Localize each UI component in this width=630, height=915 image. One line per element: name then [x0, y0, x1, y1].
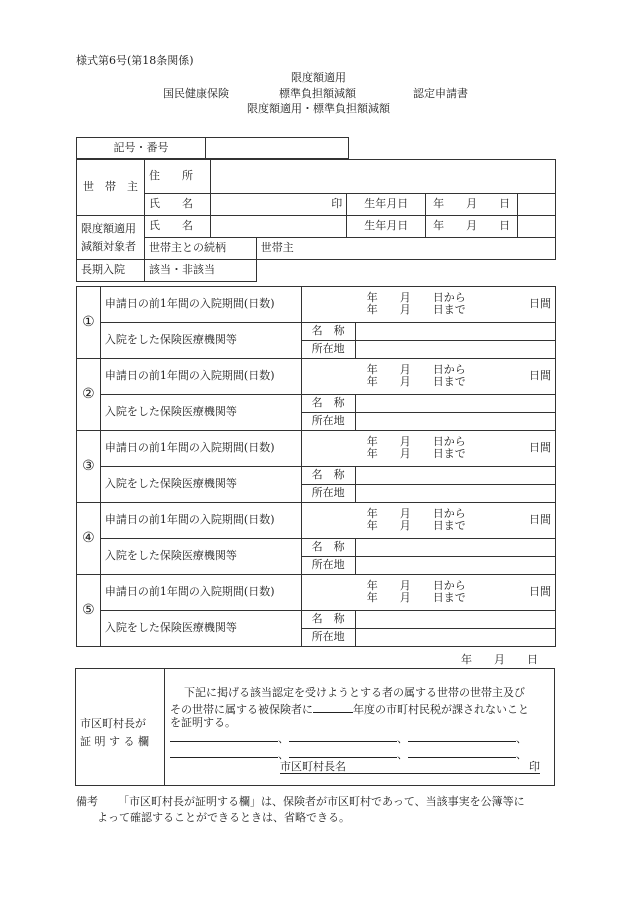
period-dates[interactable] [301, 287, 555, 323]
institution-label: 入院をした保険医療機関等 [100, 395, 301, 431]
shimei-label: 氏 名 [144, 194, 210, 216]
note-text-1: 「市区町村長が証明する欄」は、保険者が市区町村であって、当該事実を公簿等に [118, 795, 525, 808]
period-days: 日間 [529, 441, 551, 455]
applicant-table [76, 159, 556, 282]
institution-name-row [77, 467, 556, 485]
period-to: 年 月 日まで [366, 591, 466, 605]
kigo-bango-label: 記号・番号 [77, 138, 206, 159]
certification-text-1: 下記に掲げる該当認定を受けようとする者の属する世帯の世帯主及び [184, 686, 525, 699]
institution-name-label: 名 称 [301, 611, 355, 629]
entry-number: ④ [77, 503, 101, 575]
certification-text-2 [170, 702, 529, 715]
period-days: 日間 [529, 369, 551, 383]
institution-label: 入院をした保険医療機関等 [100, 323, 301, 359]
period-to: 年 月 日まで [366, 375, 466, 389]
institution-label: 入院をした保険医療機関等 [100, 467, 301, 503]
period-dates[interactable] [301, 503, 555, 539]
institution-name-row [77, 323, 556, 341]
period-label: 申請日の前1年間の入院期間(日数) [100, 359, 301, 395]
period-from: 年 月 日から [366, 435, 466, 449]
kigo-bango-table [76, 137, 349, 159]
institution-address-label: 所在地 [301, 485, 355, 503]
long-stay-label: 長期入院 [77, 260, 145, 282]
period-dates[interactable] [301, 431, 555, 467]
institution-address-label: 所在地 [301, 341, 355, 359]
institution-name-label: 名 称 [301, 467, 355, 485]
period-row [77, 503, 556, 539]
period-row [77, 431, 556, 467]
period-days: 日間 [529, 297, 551, 311]
period-from: 年 月 日から [366, 507, 466, 521]
mayor-seal: 印 [529, 760, 540, 773]
title-top: 限度額適用 [291, 71, 346, 84]
institution-name-value[interactable] [355, 395, 555, 413]
birth-label: 生年月日 [347, 194, 426, 216]
member-blank-2[interactable] [289, 731, 397, 742]
period-from: 年 月 日から [366, 363, 466, 377]
member-blank-3[interactable] [408, 731, 516, 742]
target-label [77, 216, 145, 260]
institution-name-row [77, 611, 556, 629]
institution-address-value[interactable] [355, 629, 555, 647]
period-row [77, 359, 556, 395]
title-bottom: 限度額適用・標準負担額減額 [247, 102, 390, 115]
institution-address-value[interactable] [355, 341, 555, 359]
institution-address-value[interactable] [355, 413, 555, 431]
period-to: 年 月 日まで [366, 303, 466, 317]
relation-label: 世帯主との続柄 [144, 238, 256, 260]
institution-address-label: 所在地 [301, 413, 355, 431]
period-label: 申請日の前1年間の入院期間(日数) [100, 503, 301, 539]
certification-label [76, 669, 165, 785]
hospitalization-table [76, 286, 556, 647]
institution-name-label: 名 称 [301, 539, 355, 557]
birth-value[interactable]: 年 月 日 [426, 194, 518, 216]
target-label-line2: 減額対象者 [81, 239, 136, 253]
institution-name-row [77, 539, 556, 557]
target-shimei-label: 氏 名 [144, 216, 210, 238]
member-blank-1[interactable] [170, 731, 278, 742]
member-blank-6[interactable] [408, 747, 516, 758]
mayor-label: 市区町村長名 [280, 760, 346, 773]
member-blanks-row-1: 、 、 、 [170, 731, 527, 744]
target-birth-label: 生年月日 [347, 216, 426, 238]
period-label: 申請日の前1年間の入院期間(日数) [100, 287, 301, 323]
institution-address-value[interactable] [355, 557, 555, 575]
member-blanks-row-2: 、 、 、 [170, 747, 527, 760]
title-middle: 標準負担額減額 [279, 87, 356, 100]
note-label: 備考 [76, 795, 98, 808]
target-name-value[interactable] [210, 216, 346, 238]
institution-label: 入院をした保険医療機関等 [100, 611, 301, 647]
institution-name-value[interactable] [355, 539, 555, 557]
target-label-line1: 限度額適用 [81, 221, 136, 235]
certification-label-line1: 市区町村長が [80, 717, 146, 730]
institution-address-value[interactable] [355, 485, 555, 503]
institution-address-label: 所在地 [301, 557, 355, 575]
member-blank-5[interactable] [289, 747, 397, 758]
institution-name-row [77, 395, 556, 413]
setainushi-label: 世 帯 主 [77, 160, 145, 216]
form-number: 様式第6号(第18条関係) [76, 54, 194, 67]
member-blank-4[interactable] [170, 747, 278, 758]
period-label: 申請日の前1年間の入院期間(日数) [100, 575, 301, 611]
institution-address-label: 所在地 [301, 629, 355, 647]
note-text-2: よって確認することができるときは、省略できる。 [97, 811, 350, 824]
period-dates[interactable] [301, 359, 555, 395]
institution-name-value[interactable] [355, 323, 555, 341]
certification-label-line2: 証 明 す る 欄 [80, 735, 149, 748]
certification-text-3: を証明する。 [170, 716, 236, 729]
title-right: 認定申請書 [413, 87, 468, 100]
jusho-label: 住 所 [144, 160, 210, 194]
entry-number: ③ [77, 431, 101, 503]
seal-mark: 印 [210, 194, 346, 216]
period-row [77, 575, 556, 611]
entry-number: ② [77, 359, 101, 431]
period-to: 年 月 日まで [366, 447, 466, 461]
institution-name-label: 名 称 [301, 395, 355, 413]
period-from: 年 月 日から [366, 291, 466, 305]
period-days: 日間 [529, 513, 551, 527]
institution-name-value[interactable] [355, 611, 555, 629]
entry-number: ⑤ [77, 575, 101, 647]
period-row [77, 287, 556, 323]
title-left: 国民健康保険 [163, 87, 229, 100]
institution-label: 入院をした保険医療機関等 [100, 539, 301, 575]
certification-box [75, 668, 555, 786]
kigo-bango-value[interactable] [206, 138, 349, 159]
target-birth-value[interactable]: 年 月 日 [426, 216, 518, 238]
application-date[interactable]: 年 月 日 [461, 653, 538, 666]
period-label: 申請日の前1年間の入院期間(日数) [100, 431, 301, 467]
period-from: 年 月 日から [366, 579, 466, 593]
certification-text-2a: その世帯に属する被保険者に [170, 703, 313, 716]
period-to: 年 月 日まで [366, 519, 466, 533]
period-dates[interactable] [301, 575, 555, 611]
institution-name-label: 名 称 [301, 323, 355, 341]
entry-number: ① [77, 287, 101, 359]
relation-value[interactable]: 世帯主 [256, 238, 555, 260]
certification-text-2b: 年度の市町村民税が課されないこと [353, 703, 529, 716]
applicable-choice[interactable]: 該当・非該当 [144, 260, 256, 282]
jusho-value[interactable] [210, 160, 555, 194]
tax-year-blank[interactable] [313, 702, 353, 713]
mayor-signature-line[interactable] [280, 761, 540, 774]
period-days: 日間 [529, 585, 551, 599]
institution-name-value[interactable] [355, 467, 555, 485]
